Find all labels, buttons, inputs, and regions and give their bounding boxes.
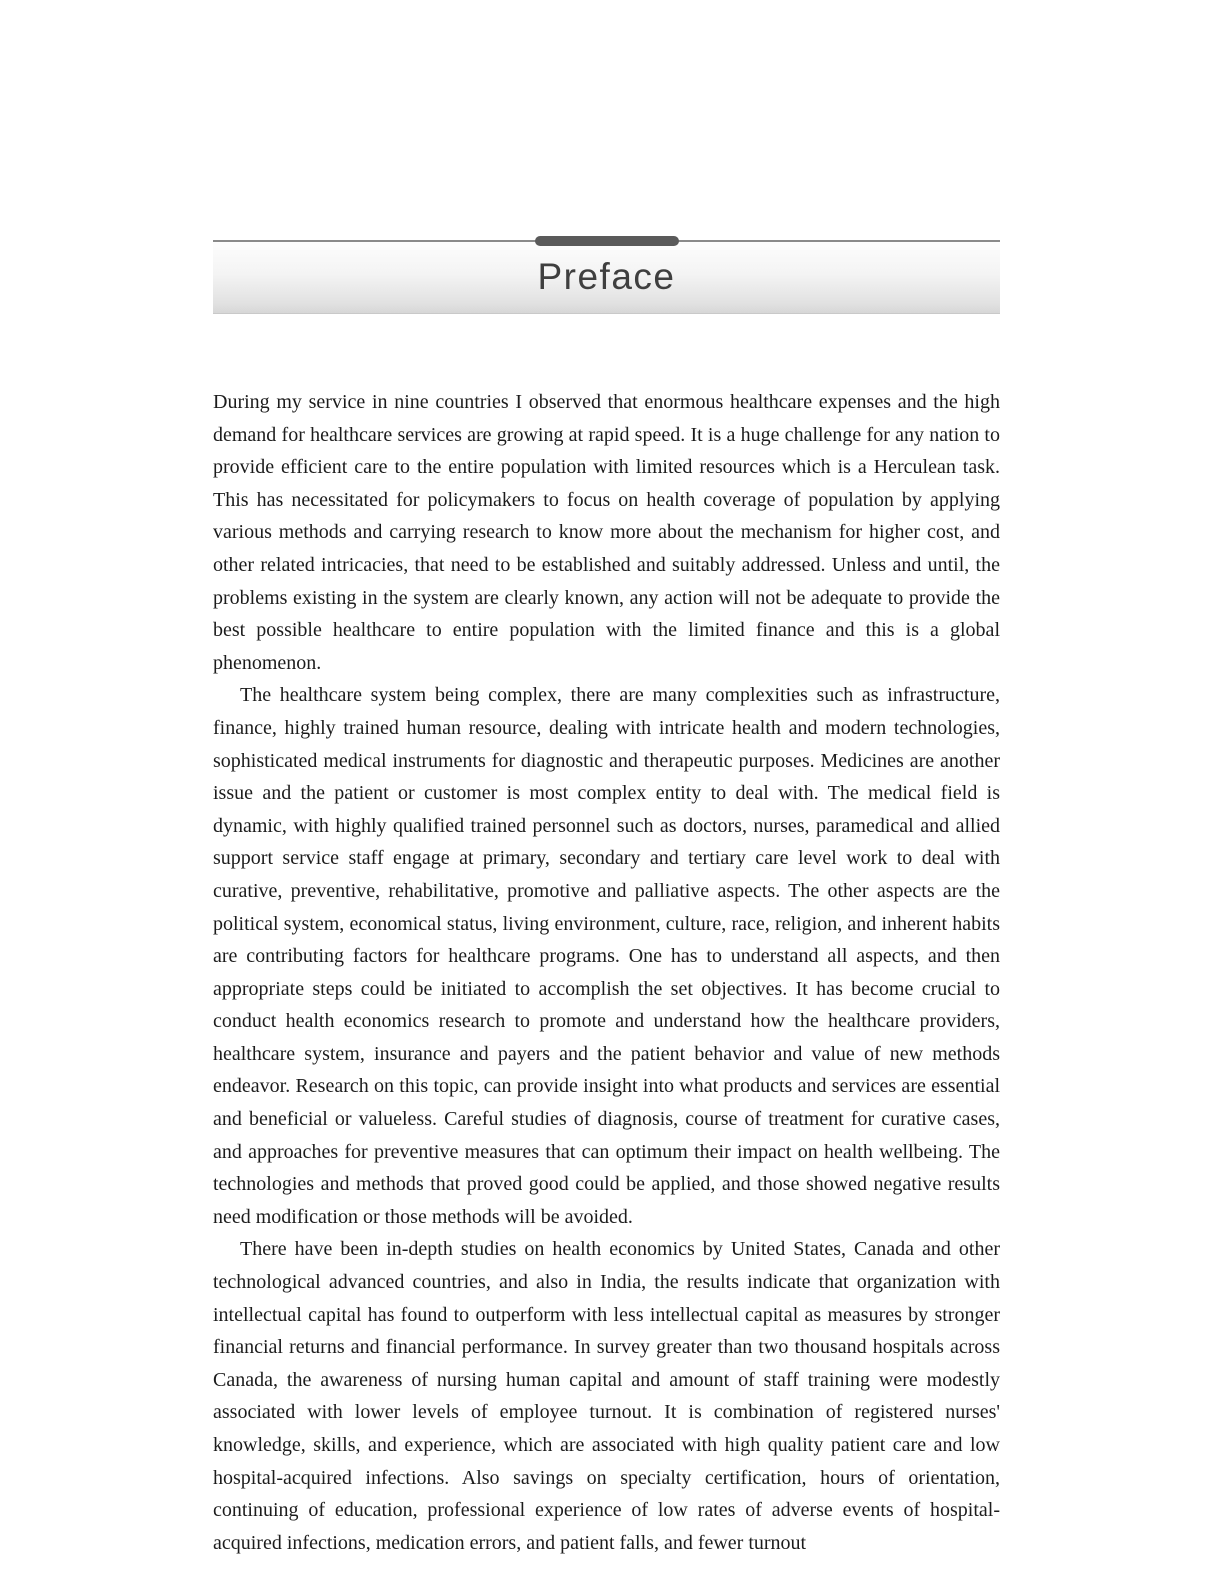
preface-header-banner: [213, 240, 1000, 314]
header-accent-bar: [535, 236, 679, 246]
paragraph-2: The healthcare system being complex, there are many complexities such as infrastructure, finance, highly trained human resource, dealing with intricate health and modern technologies, sophisticated medical instruments for diagnostic and therapeutic purposes. Medicines are another issue and the patient or customer is most complex entity to deal with. The medical field is dynamic, with highly qualified trained personnel such as doctors, nurses, paramedical and allied support service staff engage at primary, secondary and tertiary care level work to deal with curative, preventive, rehabilitative, promotive and palliative aspects. The other aspects are the political system, economical status, living environment, culture, race, religion, and inherent habits are contributing factors for healthcare programs. One has to understand all aspects, and then appropriate steps could be initiated to accomplish the set objectives. It has become crucial to conduct health economics research to promote and understand how the healthcare providers, healthcare system, insurance and payers and the patient behavior and value of new methods endeavor. Research on this topic, can provide insight into what products and services are essential and beneficial or valueless. Careful studies of diagnosis, course of treatment for curative cases, and approaches for preventive measures that can optimum their impact on health wellbeing. The technologies and methods that proved good could be applied, and those showed negative results need modification or those methods will be avoided.: [213, 684, 1000, 1228]
paragraph-3: There have been in-depth studies on health economics by United States, Canada and other technological advanced countries, and also in India, the results indicate that organization with intellectual capital has found to outperform with less intellectual capital as measures by stronger financial returns and financial performance. In survey greater than two thousand hospitals across Canada, the awareness of nursing human capital and amount of staff training were modestly associated with lower levels of employee turnout. It is combination of registered nurses' knowledge, skills, and experience, which are associated with high quality patient care and low hospital-acquired infections. Also savings on specialty certification, hours of orientation, continuing of education, professional experience of low rates of adverse events of hospital-acquired infections, medication errors, and patient falls, and fewer turnout: [213, 1238, 1000, 1554]
page-title: Preface: [537, 256, 676, 297]
paragraph-1: During my service in nine countries I observed that enormous healthcare expenses and the high demand for healthcare services are growing at rapid speed. It is a huge challenge for any nation to provide efficient care to the entire population with limited resources which is a Herculean task. This has necessitated for policymakers to focus on health coverage of population by applying various methods and carrying research to know more about the mechanism for higher cost, and other related intricacies, that need to be established and suitably addressed. Unless and until, the problems existing in the system are clearly known, any action will not be adequate to provide the best possible healthcare to entire population with the limited finance and this is a global phenomenon.: [213, 391, 1000, 674]
preface-body: [213, 386, 1000, 1559]
